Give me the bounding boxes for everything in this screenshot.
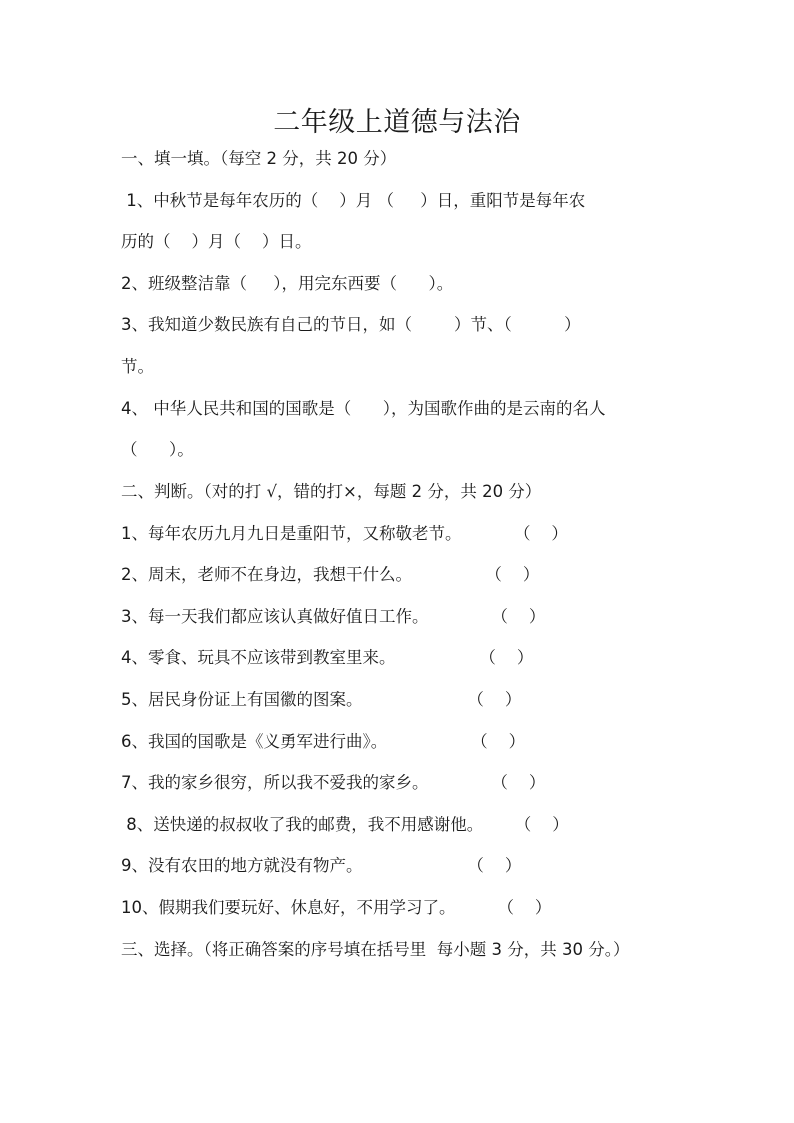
judge-question-6: 6、我国的国歌是《义勇军进行曲》。 （ ）	[121, 732, 526, 751]
fill-question-4-continued: （ ）。	[121, 440, 194, 459]
judge-question-8: 8、送快递的叔叔收了我的邮费，我不用感谢他。 （ ）	[121, 815, 569, 834]
judge-question-9: 9、没有农田的地方就没有物产。 （ ）	[121, 856, 522, 875]
judge-question-1: 1、每年农历九月九日是重阳节，又称敬老节。 （ ）	[121, 524, 568, 543]
fill-question-3: 3、我知道少数民族有自己的节日，如（ ）节、（ ）	[121, 315, 581, 334]
judge-question-4: 4、零食、玩具不应该带到教室里来。 （ ）	[121, 648, 534, 667]
page-title: 二年级上道德与法治	[273, 107, 521, 138]
judge-question-7: 7、我的家乡很穷，所以我不爱我的家乡。 （ ）	[121, 773, 546, 792]
judge-question-10: 10、假期我们要玩好、休息好，不用学习了。 （ ）	[121, 898, 552, 917]
fill-question-2: 2、班级整洁靠（ ），用完东西要（ ）。	[121, 274, 454, 293]
fill-question-3-continued: 节。	[121, 357, 154, 376]
section-1-heading: 一、填一填。（每空 2 分，共 20 分）	[121, 149, 397, 168]
judge-question-3: 3、每一天我们都应该认真做好值日工作。 （ ）	[121, 607, 546, 626]
judge-question-2: 2、周末，老师不在身边，我想干什么。 （ ）	[121, 565, 540, 584]
section-2-heading: 二、判断。（对的打 √，错的打×，每题 2 分，共 20 分）	[121, 482, 542, 501]
fill-question-1: 1、中秋节是每年农历的（ ）月 （ ）日，重阳节是每年农	[121, 191, 586, 210]
section-3-heading: 三、选择。（将正确答案的序号填在括号里 每小题 3 分，共 30 分。）	[121, 940, 630, 959]
judge-question-5: 5、居民身份证上有国徽的图案。 （ ）	[121, 690, 522, 709]
fill-question-1-continued: 历的（ ）月（ ）日。	[121, 232, 312, 251]
fill-question-4: 4、 中华人民共和国的国歌是（ ），为国歌作曲的是云南的名人	[121, 399, 606, 418]
